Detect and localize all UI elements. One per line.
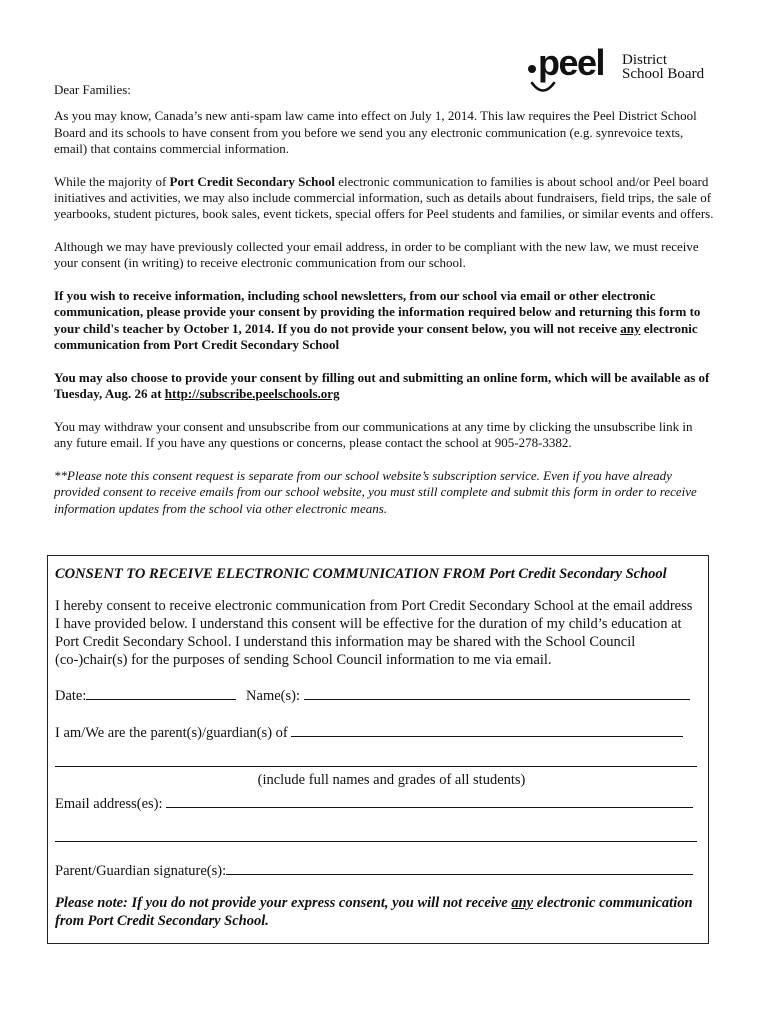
paragraph-online-form <box>54 370 714 403</box>
logo-dot-icon <box>528 65 536 73</box>
note-pre: Please note: If you do not provide your express consent, you will not receive <box>55 895 512 911</box>
greeting: Dear Families: <box>54 82 131 97</box>
consent-title: CONSENT TO RECEIVE ELECTRONIC COMMUNICATION FROM Port Credit Secondary School <box>55 566 667 582</box>
paragraph-withdraw: You may withdraw your consent and unsubscribe from our communications at any time by clicking the unsubscribe link in any future email. If you have any questions or concerns, please contact the school at 905-278-3382. <box>54 418 693 451</box>
students-note: (include full names and grades of all students) <box>257 772 526 788</box>
school-name: Port Credit Secondary School <box>169 173 336 189</box>
parent-label: I am/We are the parent(s)/guardian(s) of <box>55 725 288 741</box>
paragraph-consent-instructions <box>54 288 714 353</box>
logo-school-board-text: School Board <box>622 66 705 82</box>
date-label: Date: <box>55 688 87 704</box>
email-label: Email address(es): <box>55 796 163 812</box>
names-label: Name(s): <box>246 688 300 704</box>
paragraph-commercial <box>54 174 714 223</box>
paragraph-previous-email: Although we may have previously collected your email address, in order to be compliant with the new law, we must receive your consent (in writing) to receive electronic communication from our school. <box>54 239 699 271</box>
signature-row <box>55 860 698 878</box>
letter-body <box>54 82 714 533</box>
students-field[interactable] <box>291 722 683 737</box>
paragraph-anti-spam: As you may know, Canada’s new anti-spam law came into effect on July 1, 2014. This law requires the Peel District School Board and its schools to have consent from you before we send you any electronic communication (e.g. synrevoice texts, email) that contains commercial information. <box>54 108 697 156</box>
names-field[interactable] <box>304 685 690 700</box>
signature-label: Parent/Guardian signature(s): <box>55 863 227 879</box>
email-field[interactable] <box>166 793 693 808</box>
logo-district-text: District <box>622 52 667 68</box>
email-row <box>55 793 698 811</box>
signature-field[interactable] <box>226 860 693 875</box>
p5-pre: You may also choose to provide your consent by filling out and submitting an online form, which will be available as of Tuesday, Aug. 26 at <box>54 369 710 402</box>
p4-pre: If you wish to receive information, including school newsletters, from our school via email or other electronic communication, please provide your consent by providing the information required below and returning this form to your child's teacher by October 1, 2014. If you do not provide your consent below, you will not receive <box>54 288 701 336</box>
logo-wordmark: peel <box>538 42 605 83</box>
note-post: electronic communication from Port Credit Secondary School. <box>55 895 693 929</box>
email-field-line-2[interactable] <box>55 840 697 842</box>
consent-statement: I hereby consent to receive electronic communication from Port Credit Secondary School at the email address I have provided below. I understand this consent will be effective for the duration of my child’s education at Port Credit Secondary School. I understand this information may be shared with the School Council (co-)chair(s) for the purposes of sending School Council information to me via email. <box>55 598 693 668</box>
subscribe-link[interactable]: http://subscribe.peelschools.org <box>164 386 340 402</box>
paragraph-note: **Please note this consent request is separate from our school website’s subscription service. Even if you have already provided consent to receive emails from our school website, you must still complete and submit this form in order to receive information updates from the school via other electronic means. <box>54 468 697 516</box>
p4-any: any <box>620 320 641 336</box>
p2-pre: While the majority of <box>54 173 170 189</box>
p4-post: electronic communication from Port Credit Secondary School <box>54 320 698 353</box>
consent-form-box <box>47 555 709 944</box>
parent-row <box>55 722 698 740</box>
p2-post: electronic communication to families is about school and/or Peel board initiatives and activities, we may also include commercial information, such as details about fundraisers, field trips, the sale of yearbooks, student pictures, book sales, event tickets, special offers for Peel students and families, or similar events and offers. <box>54 173 714 222</box>
date-field[interactable] <box>86 685 236 700</box>
final-note <box>55 894 698 930</box>
note-any: any <box>511 895 534 911</box>
date-name-row <box>55 685 698 703</box>
students-field-line-2[interactable] <box>55 765 697 767</box>
